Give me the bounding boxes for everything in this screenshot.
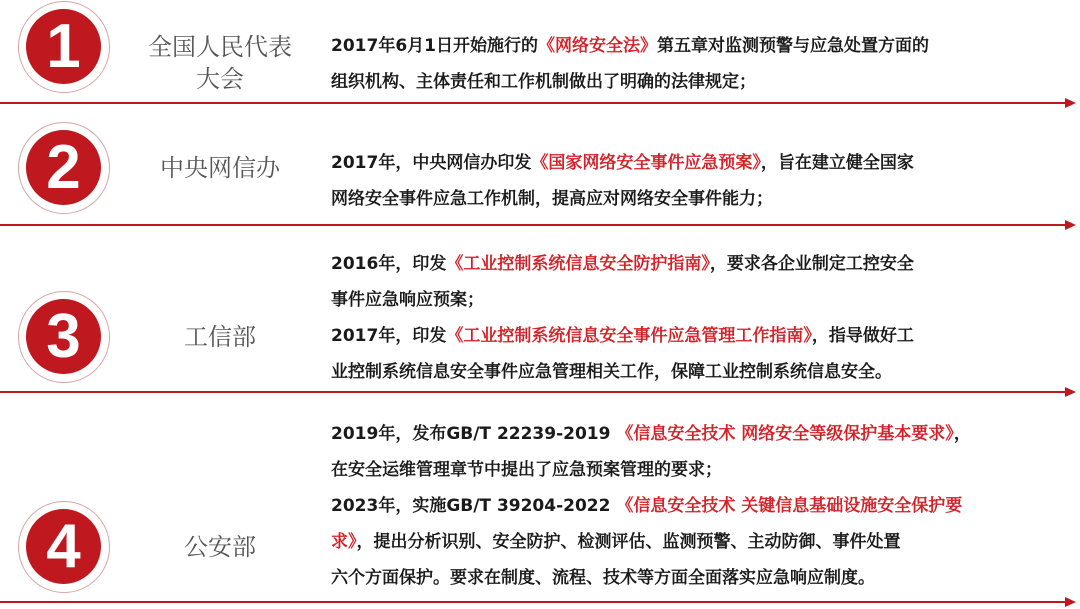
desc-line: 2017年6月1日开始施行的《网络安全法》第五章对监测预警与应急处置方面的	[331, 36, 929, 56]
org-name: 公安部	[184, 533, 256, 561]
number-badge	[18, 122, 110, 214]
desc-line: 事件应急响应预案；	[331, 290, 484, 310]
row-description	[331, 28, 1061, 100]
number-badge-digit: 3	[26, 299, 101, 374]
desc-line: 2023年，实施GB/T 39204-2022 《信息安全技术 关键信息基础设施安全保护要	[331, 496, 963, 516]
number-badge-digit: 1	[26, 9, 101, 84]
number-badge	[18, 291, 110, 383]
desc-line: 2017年，印发《工业控制系统信息安全事件应急管理工作指南》，指导做好工	[331, 326, 914, 346]
number-badge-digit: 4	[26, 509, 101, 584]
divider-arrow	[0, 102, 1066, 104]
document-title: 《工业控制系统信息安全防护指南》	[446, 254, 710, 274]
row-description	[331, 246, 1061, 390]
document-title: 求》	[331, 532, 357, 552]
org-name: 中央网信办	[160, 154, 280, 182]
desc-line: 网络安全事件应急工作机制，提高应对网络安全事件能力；	[331, 189, 773, 209]
document-title: 《网络安全法》	[537, 36, 657, 56]
desc-line: 2017年，中央网信办印发《国家网络安全事件应急预案》，旨在建立健全国家	[331, 153, 914, 173]
number-badge	[18, 501, 110, 593]
desc-line: 六个方面保护。要求在制度、流程、技术等方面全面落实应急响应制度。	[331, 568, 875, 588]
row-description	[331, 145, 1061, 217]
number-badge-digit: 2	[26, 130, 101, 205]
desc-line: 业控制系统信息安全事件应急管理相关工作，保障工业控制系统信息安全。	[331, 362, 892, 382]
desc-line: 在安全运维管理章节中提出了应急预案管理的要求；	[331, 460, 722, 480]
desc-line: 2016年，印发《工业控制系统信息安全防护指南》，要求各企业制定工控安全	[331, 254, 914, 274]
row-description	[331, 416, 1061, 596]
desc-line: 2019年，发布GB/T 22239-2019 《信息安全技术 网络安全等级保护基本要求》，	[331, 424, 971, 444]
divider-arrow	[0, 391, 1066, 393]
divider-arrow	[0, 601, 1066, 603]
desc-line: 组织机构、主体责任和工作机制做出了明确的法律规定；	[331, 72, 756, 92]
org-name: 全国人民代表大会	[148, 33, 292, 93]
number-badge	[18, 1, 110, 93]
divider-arrow	[0, 224, 1066, 226]
document-title: 《信息安全技术 关键信息基础设施安全保护要	[616, 496, 963, 516]
org-name: 工信部	[184, 323, 256, 351]
desc-line: 求》，提出分析识别、安全防护、检测评估、监测预警、主动防御、事件处置	[331, 532, 901, 552]
document-title: 《工业控制系统信息安全事件应急管理工作指南》	[446, 326, 812, 346]
document-title: 《信息安全技术 网络安全等级保护基本要求》	[616, 424, 954, 444]
document-title: 《国家网络安全事件应急预案》	[531, 153, 761, 173]
